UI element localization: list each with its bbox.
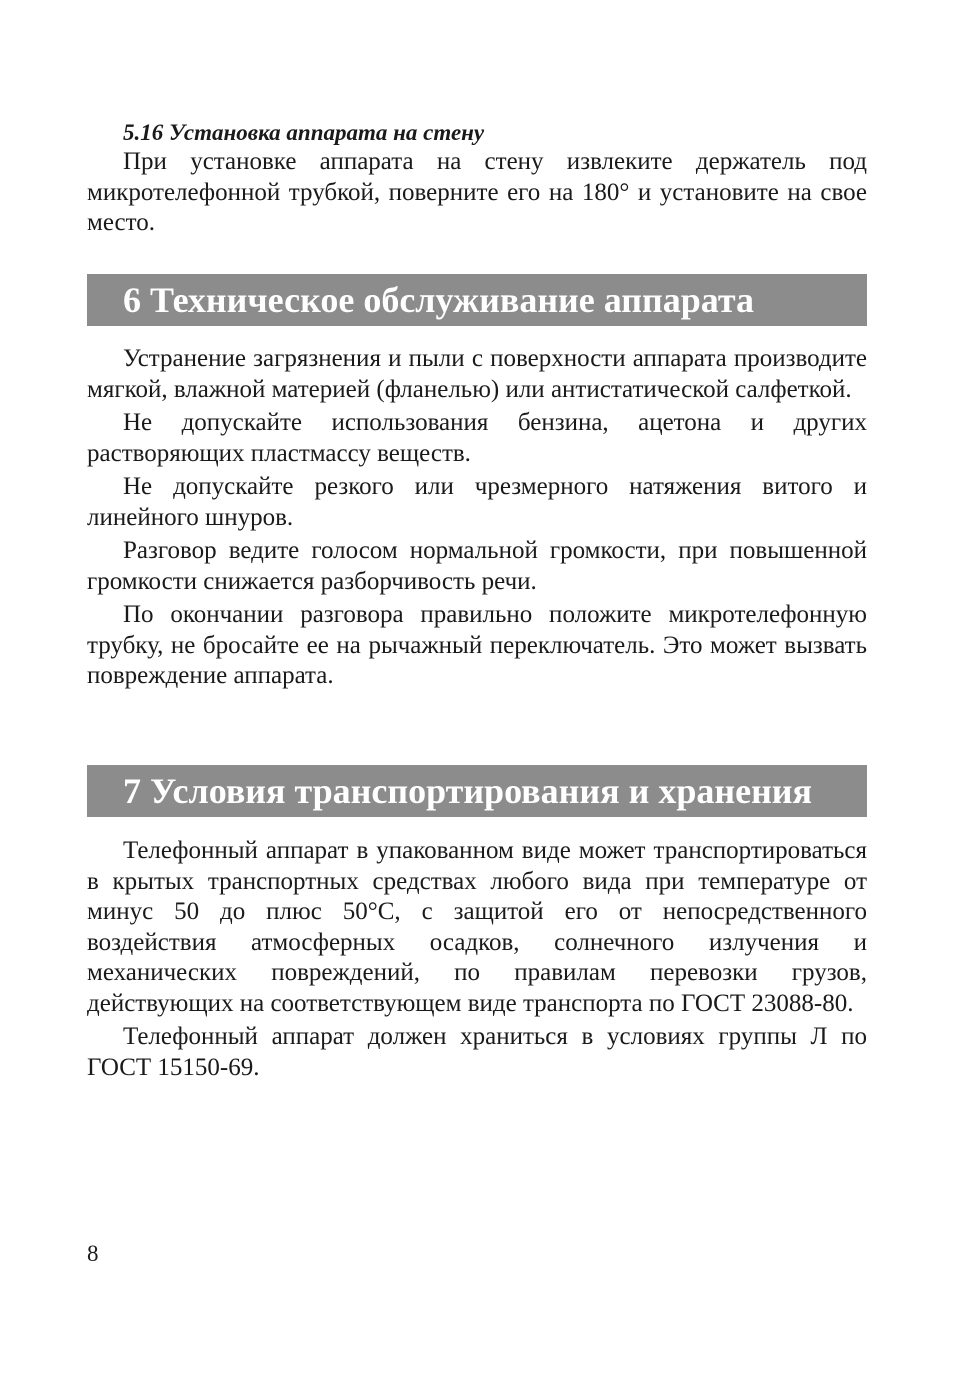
page-number: 8 xyxy=(87,1241,99,1266)
section-7-body xyxy=(87,836,867,1083)
section-7-paragraph-1: Телефонный аппарат в упакованном виде может транспортироваться в крытых транспортных средствах любого вида при температуре от минус 50 до плюс 50°С, с защитой его от непосредственного воздействия атмосферных осадков, солнечного излучения и механических повреждений, по правилам перевозки грузов, действующих на соответствующем виде транспорта по ГОСТ 23088-80. xyxy=(87,837,867,1017)
section-5-16 xyxy=(87,118,867,239)
section-6-body xyxy=(87,344,867,692)
section-6-paragraph-3: Не допускайте резкого или чрезмерного натяжения витого и линейного шнуров. xyxy=(87,473,867,531)
section-7-paragraph-2: Телефонный аппарат должен храниться в условиях группы Л по ГОСТ 15150-69. xyxy=(87,1023,867,1081)
section-6-paragraph-2: Не допускайте использования бензина, ацетона и других растворяющих пластмассу веществ. xyxy=(87,409,867,467)
section-5-16-heading: 5.16 Установка аппарата на стену xyxy=(123,120,485,145)
section-6-paragraph-4: Разговор ведите голосом нормальной громкости, при повышенной громкости снижается разборчивость речи. xyxy=(87,537,867,595)
section-7-heading-banner: 7 Условия транспортирования и хранения xyxy=(87,765,867,817)
section-6-heading-banner: 6 Техническое обслуживание аппарата xyxy=(87,274,867,326)
section-6-paragraph-5: По окончании разговора правильно положите микротелефонную трубку, не бросайте ее на рычажный переключатель. Это может вызвать повреждение аппарата. xyxy=(87,601,867,689)
section-6-paragraph-1: Устранение загрязнения и пыли с поверхности аппарата производите мягкой, влажной материей (фланелью) или антистатической салфеткой. xyxy=(87,345,867,403)
section-5-16-paragraph-1: При установке аппарата на стену извлеките держатель под микротелефонной трубкой, поверните его на 180° и установите на свое место. xyxy=(87,148,867,236)
